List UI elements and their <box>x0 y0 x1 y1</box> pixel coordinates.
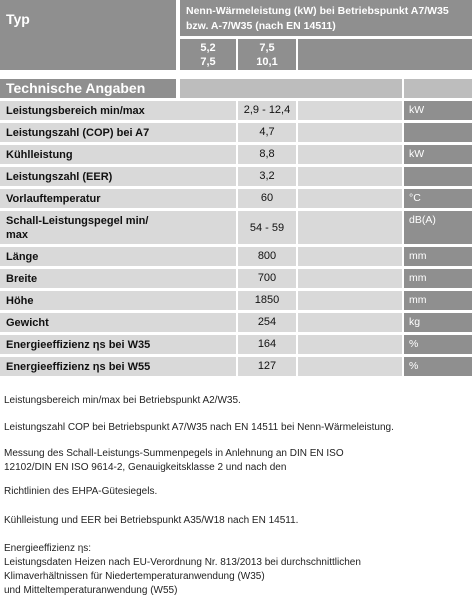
row-value: 2,9 - 12,4 <box>243 104 291 116</box>
table-row <box>0 291 474 310</box>
section-value-filler <box>180 79 402 98</box>
table-row <box>0 247 474 266</box>
row-label: Gewicht <box>6 317 49 329</box>
table-row <box>0 335 474 354</box>
nominal-heat-output-header <box>180 0 472 36</box>
row-value: 54 - 59 <box>249 222 285 234</box>
row-label: Höhe <box>6 295 34 307</box>
row-label: Kühlleistung <box>6 149 73 161</box>
row-unit: kW <box>409 148 425 160</box>
row-value: 700 <box>257 272 277 284</box>
type-header <box>0 0 176 70</box>
table-row <box>0 101 474 120</box>
footnote: Messung des Schall-Leistungs-Summenpegels in Anlehnung an DIN EN ISO 12102/DIN EN ISO 9614-2, Genauigkeitsklasse 2 und nach den <box>4 448 344 473</box>
nominal-heat-output-label: Nenn-Wärmeleistung (kW) bei Betriebspunkt A7/W35 bzw. A-7/W35 (nach EN 14511) <box>186 5 449 32</box>
row-value: 3,2 <box>259 170 275 182</box>
table-row <box>0 189 474 208</box>
row-value: 60 <box>260 192 274 204</box>
section-title: Technische Angaben <box>6 80 146 96</box>
row-value: 8,8 <box>259 148 275 160</box>
model-column-1-label: 5,2 7,5 <box>200 42 216 68</box>
row-value: 164 <box>257 338 277 350</box>
row-unit: kg <box>409 316 421 328</box>
row-value: 800 <box>257 250 277 262</box>
table-row <box>0 123 474 142</box>
row-label: Energieeffizienz ηs bei W55 <box>6 361 151 373</box>
row-unit: % <box>409 338 419 350</box>
row-unit: % <box>409 360 419 372</box>
section-header <box>0 79 474 98</box>
row-unit: °C <box>409 192 421 204</box>
row-value: 254 <box>257 316 277 328</box>
model-column-1 <box>180 39 236 70</box>
footnote: Richtlinien des EHPA-Gütesiegels. <box>4 486 158 497</box>
model-column-2 <box>238 39 296 70</box>
footnote: Energieeffizienz ηs: Leistungsdaten Heizen nach EU-Verordnung Nr. 813/2013 bei durchschnittlichen Klimaverhältnissen für Niedertemperaturanwendung (W35) und Mitteltemperaturanwendung (W55) <box>4 543 361 596</box>
row-unit: dB(A) <box>409 214 436 226</box>
table-row <box>0 167 474 186</box>
section-title-cell <box>0 79 176 98</box>
footnote: Kühlleistung und EER bei Betriebspunkt A35/W18 nach EN 14511. <box>4 515 299 526</box>
row-label: Länge <box>6 251 39 263</box>
row-label: Leistungsbereich min/max <box>6 105 145 117</box>
type-header-label: Typ <box>6 11 30 27</box>
row-unit: mm <box>409 250 427 262</box>
row-label: Vorlauftemperatur <box>6 193 101 205</box>
row-value: 4,7 <box>259 126 275 138</box>
row-label: Breite <box>6 273 38 285</box>
row-label: Energieeffizienz ηs bei W35 <box>6 339 151 351</box>
table-row <box>0 211 474 244</box>
row-value: 127 <box>257 360 277 372</box>
model-column-2-label: 7,5 10,1 <box>256 42 278 68</box>
table-row <box>0 357 474 376</box>
section-unit-filler <box>404 79 472 98</box>
footnote: Leistungszahl COP bei Betriebspunkt A7/W35 nach EN 14511 bei Nenn-Wärmeleistung. <box>4 422 394 433</box>
footnote: Leistungsbereich min/max bei Betriebspunkt A2/W35. <box>4 395 241 406</box>
row-label: Leistungszahl (EER) <box>6 171 113 183</box>
row-label: Leistungszahl (COP) bei A7 <box>6 127 150 139</box>
header-filler <box>298 39 472 70</box>
row-unit: mm <box>409 272 427 284</box>
row-label: Schall-Leistungspegel min/ max <box>6 215 149 241</box>
row-unit: mm <box>409 294 427 306</box>
table-row <box>0 313 474 332</box>
row-unit: kW <box>409 104 425 116</box>
table-row <box>0 145 474 164</box>
table-row <box>0 269 474 288</box>
row-value: 1850 <box>254 294 280 306</box>
